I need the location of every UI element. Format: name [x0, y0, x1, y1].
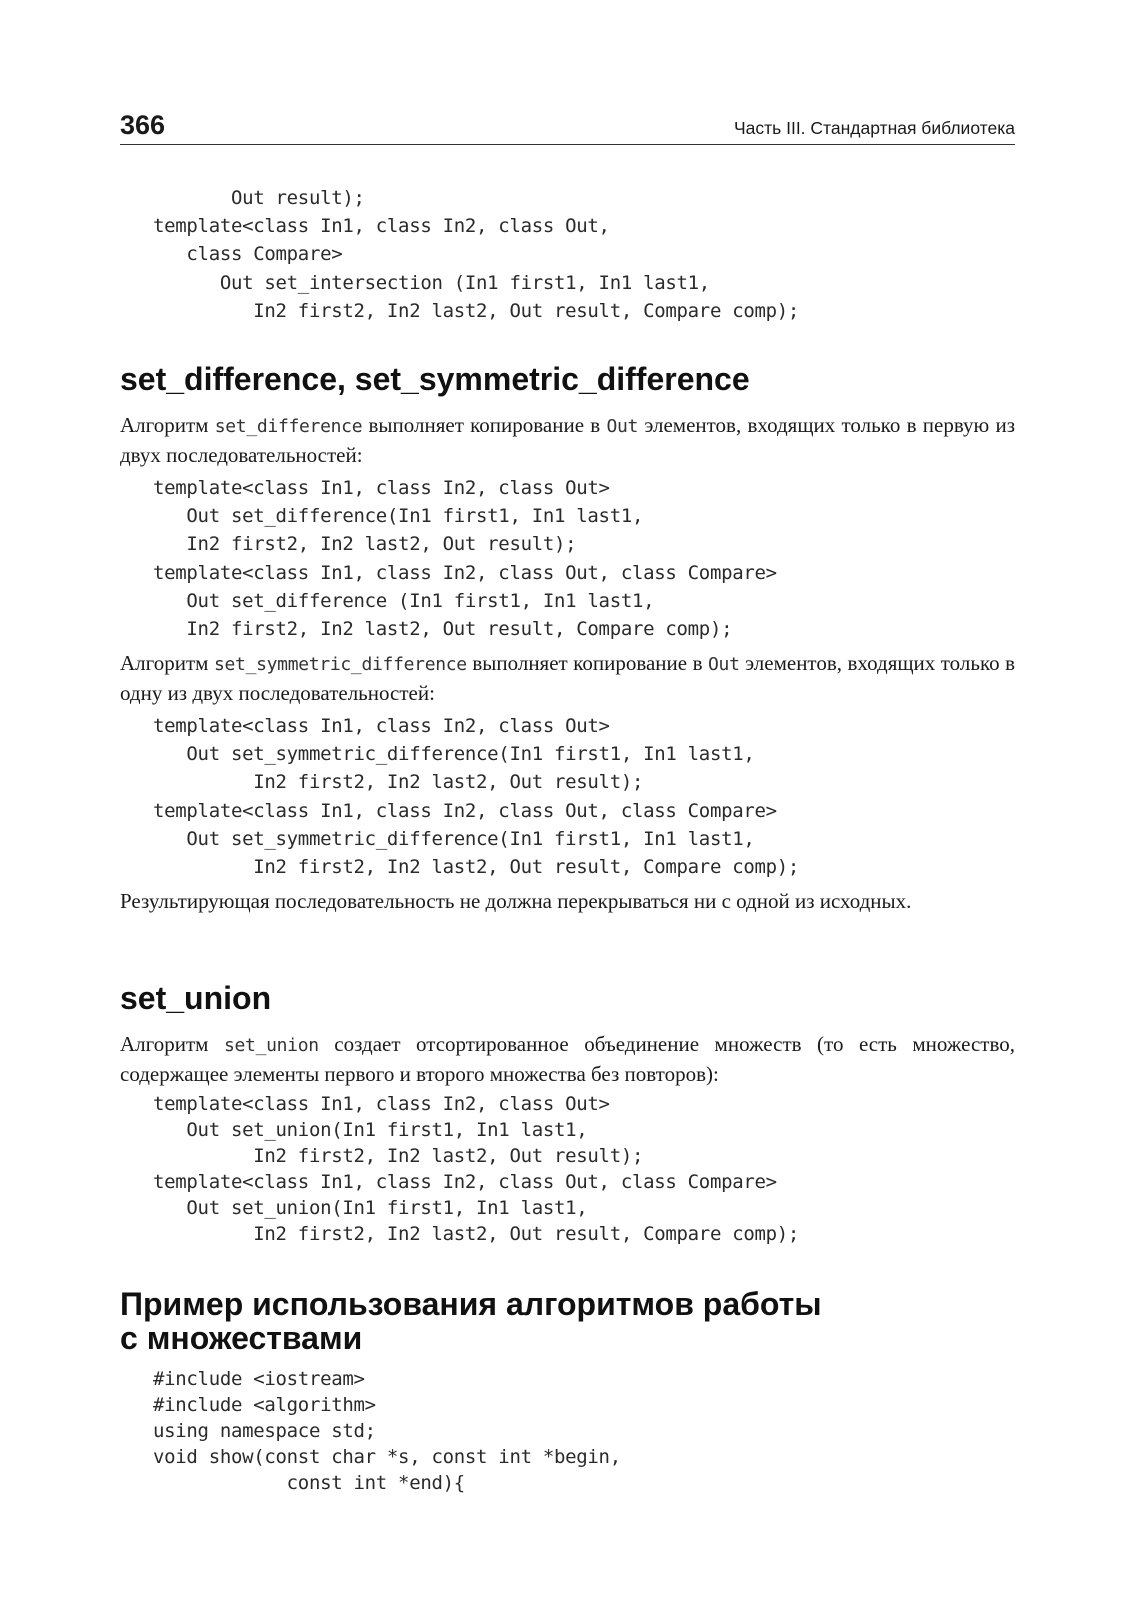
text-span: выполняет копирование в — [362, 413, 607, 437]
page-number: 366 — [120, 110, 166, 140]
book-page — [120, 0, 1015, 1600]
code-set-symmetric-difference: template<class In1, class In2, class Out> Out set_symmetric_difference(In1 first1, In1 last1, In2 first2, In2 last2, Out result); template<class In1, class In2, class Out, class Compare> Out set_symmetric_difference(In1 first1, In1 last1, In2 first2, In2 last2, Out result, Compare comp); — [153, 715, 800, 879]
heading-line: Пример использования алгоритмов работы — [120, 1286, 822, 1322]
page-header — [120, 108, 1015, 145]
text-span: элементов, входящих только в первую из двух последовательностей: — [120, 413, 1016, 467]
code-example: #include <iostream> #include <algorithm> using namespace std; void show(const char *s, const int *begin, const int *end){ — [153, 1368, 621, 1494]
paragraph-result-note: Результирующая последовательность не должна перекрываться ни с одной из исходных. — [120, 889, 912, 913]
heading-set-example — [120, 1287, 822, 1355]
text-span: элементов, входящих только в одну из двух последовательностей: — [120, 651, 1015, 705]
heading-set-union: set_union — [120, 980, 272, 1016]
text-span: Алгоритм — [120, 651, 214, 675]
paragraph-set-symmetric-difference — [120, 649, 1015, 707]
paragraph-set-difference — [120, 411, 1015, 469]
inline-code: set_difference — [214, 416, 363, 437]
inline-code: set_union — [223, 1035, 319, 1056]
inline-code: set_symmetric_difference — [213, 654, 467, 675]
inline-code: Out — [606, 416, 639, 437]
text-span: выполняет копирование в — [466, 651, 709, 675]
text-span: создает отсортированное объединение множеств (то есть множество, содержащее элементы первого и второго множества без повторов): — [120, 1032, 1015, 1086]
inline-code: Out — [708, 654, 740, 675]
code-set-intersection: Out result); template<class In1, class In2, class Out, class Compare> Out set_intersection (In1 first1, In1 last1, In2 first2, In2 last2, Out result, Compare comp); — [153, 187, 800, 322]
heading-line: с множествами — [120, 1320, 363, 1356]
code-set-difference: template<class In1, class In2, class Out> Out set_difference(In1 first1, In1 last1, In2 first2, In2 last2, Out result); template<class In1, class In2, class Out, class Compare> Out set_difference (In1 first1, In1 last1, In2 first2, In2 last2, Out result, Compare comp); — [153, 477, 777, 641]
running-title: Часть III. Стандартная библиотека — [733, 118, 1015, 138]
code-set-union: template<class In1, class In2, class Out> Out set_union(In1 first1, In1 last1, In2 first2, In2 last2, Out result); template<class In1, class In2, class Out, class Compare> Out set_union(In1 first1, In1 last1, In2 first2, In2 last2, Out result, Compare comp); — [153, 1093, 800, 1245]
text-span: Алгоритм — [120, 413, 215, 437]
paragraph-set-union — [120, 1030, 1015, 1088]
text-span: Алгоритм — [120, 1032, 224, 1056]
heading-set-difference: set_difference, set_symmetric_difference — [120, 361, 750, 397]
